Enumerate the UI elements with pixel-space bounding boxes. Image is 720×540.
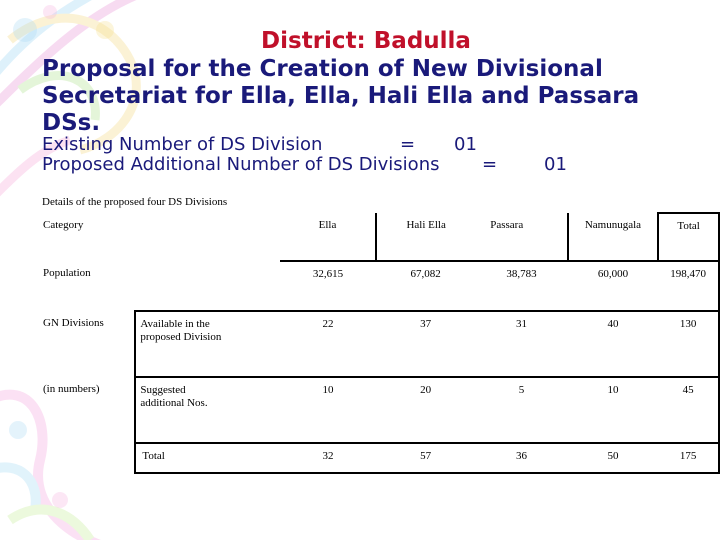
available-total: 130 xyxy=(658,311,719,377)
table-caption: Details of the proposed four DS Divisions xyxy=(42,196,228,208)
header-ella: Ella xyxy=(280,213,376,261)
total-namunugala: 50 xyxy=(568,443,659,473)
population-passara: 38,783 xyxy=(475,261,567,311)
table-header-row xyxy=(38,213,719,261)
suggested-row xyxy=(38,377,719,443)
header-namunugala: Namunugala xyxy=(568,213,659,261)
population-total: 198,470 xyxy=(658,261,719,311)
population-hali-ella: 67,082 xyxy=(376,261,475,311)
proposed-ds-value: 01 xyxy=(544,154,567,175)
header-hali-ella: Hali Ella xyxy=(406,219,446,231)
available-namunugala: 40 xyxy=(568,311,659,377)
gn-unit-label: (in numbers) xyxy=(43,383,100,395)
total-passara: 36 xyxy=(475,443,567,473)
proposed-ds-equals: = xyxy=(482,154,498,175)
suggested-namunugala: 10 xyxy=(568,377,659,443)
available-row xyxy=(38,311,719,377)
available-ella: 22 xyxy=(280,311,376,377)
available-passara: 31 xyxy=(475,311,567,377)
header-total: Total xyxy=(658,213,719,261)
proposed-ds-label: Proposed Additional Number of DS Divisions xyxy=(42,154,440,175)
proposed-ds-row xyxy=(42,154,567,175)
suggested-ella: 10 xyxy=(280,377,376,443)
population-ella: 32,615 xyxy=(280,261,376,311)
suggested-passara: 5 xyxy=(475,377,567,443)
existing-ds-label: Existing Number of DS Division xyxy=(42,134,323,155)
header-passara: Passara xyxy=(475,213,567,261)
population-namunugala: 60,000 xyxy=(568,261,659,311)
existing-ds-row xyxy=(42,134,477,155)
available-hali-ella: 37 xyxy=(376,311,475,377)
population-row xyxy=(38,261,719,311)
district-title: District: Badulla xyxy=(261,28,471,54)
total-total: 175 xyxy=(658,443,719,473)
total-label: Total xyxy=(135,443,280,473)
suggested-total: 45 xyxy=(658,377,719,443)
gn-divisions-label: GN Divisions xyxy=(43,317,104,329)
proposal-heading: Proposal for the Creation of New Divisional Secretariat for Ella, Ella, Hali Ella and Passara DSs. xyxy=(42,56,640,136)
population-label: Population xyxy=(43,267,91,279)
existing-ds-equals: = xyxy=(400,134,416,155)
ds-divisions-table xyxy=(38,212,720,474)
total-hali-ella: 57 xyxy=(376,443,475,473)
total-ella: 32 xyxy=(280,443,376,473)
suggested-label: Suggested additional Nos. xyxy=(135,377,280,443)
total-row xyxy=(38,443,719,473)
existing-ds-value: 01 xyxy=(454,134,477,155)
suggested-hali-ella: 20 xyxy=(376,377,475,443)
available-label: Available in the proposed Division xyxy=(135,311,280,377)
header-category: Category xyxy=(43,219,84,231)
